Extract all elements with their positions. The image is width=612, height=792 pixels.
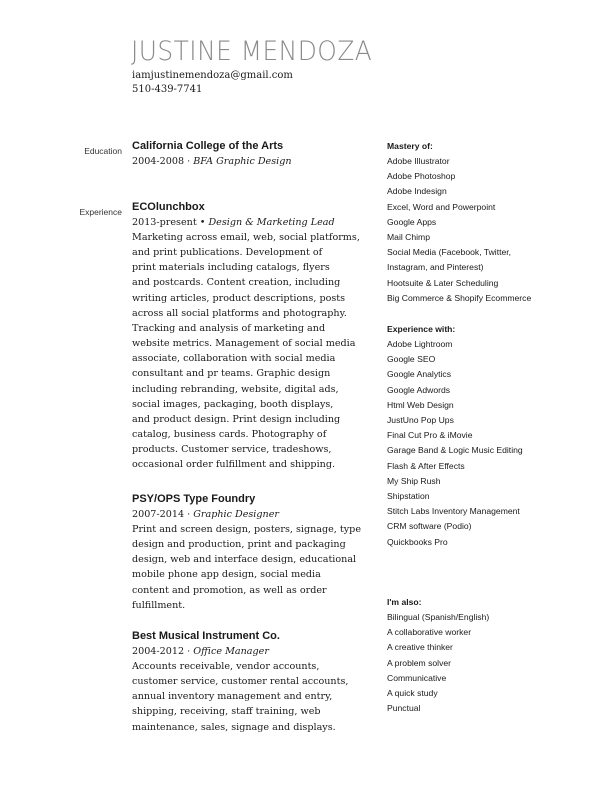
skill-item: Google Analytics <box>387 369 452 380</box>
skill-item: Adobe Indesign <box>387 186 447 197</box>
email[interactable]: iamjustinemendoza@gmail.com <box>132 70 293 81</box>
skill-item: Quickbooks Pro <box>387 536 448 547</box>
skill-item: Excel, Word and Powerpoint <box>387 201 496 212</box>
skill-item: Communicative <box>387 672 447 683</box>
contact-info <box>132 69 293 97</box>
dates: 2004-2008 <box>132 156 185 167</box>
skill-item: Google SEO <box>387 354 436 365</box>
description-line: design, web and interface design, educational <box>132 554 357 566</box>
skill-item: Html Web Design <box>387 399 454 410</box>
description-line: shipping, receiving, staff training, web <box>132 706 321 718</box>
skill-item: Adobe Photoshop <box>387 171 456 182</box>
description-line: customer service, customer rental accounts, <box>132 676 349 688</box>
skill-item: A collaborative worker <box>387 627 472 638</box>
description-line: maintenance, sales, signage and displays. <box>132 721 336 733</box>
phone: 510-439-7741 <box>132 84 203 95</box>
skill-item: Garage Band & Logic Music Editing <box>387 445 523 456</box>
description-line: annual inventory management and entry, <box>132 691 333 703</box>
description-line: and postcards. Content creation, including <box>132 277 341 289</box>
skill-item: Big Commerce & Shopify Ecommerce <box>387 292 532 303</box>
education-label: Education <box>84 146 122 156</box>
description-line: across all social platforms and photography. <box>132 307 347 319</box>
skill-item: Flash & After Effects <box>387 460 465 471</box>
description-line: fulfillment. <box>132 599 186 611</box>
skill-item: Adobe Illustrator <box>387 156 450 166</box>
job-dates <box>132 215 372 230</box>
candidate-name: JUSTINE MENDOZA <box>131 36 373 67</box>
job-entry <box>132 200 372 473</box>
skill-item: Punctual <box>387 703 421 714</box>
separator: • <box>196 217 209 228</box>
skill-group-heading: Mastery of: <box>387 141 433 151</box>
dates: 2013-present <box>132 217 197 228</box>
skill-item: Instagram, and Pinterest) <box>387 262 484 273</box>
company-name: Best Musical Instrument Co. <box>132 630 280 642</box>
skill-item: Shipstation <box>387 491 430 502</box>
dates: 2007-2014 <box>132 509 185 520</box>
education-dates <box>132 154 372 169</box>
separator: · <box>184 646 194 657</box>
description-line: design and production, print and packaging <box>132 539 346 551</box>
description-line: Marketing across email, web, social platforms, <box>132 232 360 243</box>
description-line: Tracking and analysis of marketing and <box>132 322 326 334</box>
description-line: website metrics. Management of social media <box>132 338 356 350</box>
job-entry <box>132 629 372 735</box>
job-title: Office Manager <box>193 646 269 657</box>
experience-label: Experience <box>79 207 122 217</box>
description-line: Accounts receivable, vendor accounts, <box>132 661 320 672</box>
description-line: print materials including catalogs, flyers <box>132 262 330 274</box>
skill-item: Mail Chimp <box>387 232 430 243</box>
skill-group-heading: I'm also: <box>387 597 422 607</box>
skill-item: Hootsuite & Later Scheduling <box>387 277 499 288</box>
job-dates <box>132 507 372 522</box>
skill-item: A problem solver <box>387 657 452 668</box>
skill-item: JustUno Pop Ups <box>387 415 454 426</box>
skill-item: My Ship Rush <box>387 475 441 486</box>
description-line: mobile phone app design, social media <box>132 569 321 581</box>
description-line: including rebranding, website, digital ads, <box>132 383 339 395</box>
skill-item: Stitch Labs Inventory Management <box>387 506 520 517</box>
company-name: ECOlunchbox <box>132 201 205 213</box>
description-line: Print and screen design, posters, signage, type <box>132 524 362 535</box>
skill-item: A creative thinker <box>387 642 453 653</box>
skill-item: Bilingual (Spanish/English) <box>387 612 490 622</box>
education-entry <box>132 139 372 169</box>
school-name: California College of the Arts <box>132 140 284 152</box>
description-line: content and promotion, as well as order <box>132 584 327 596</box>
skill-item: Adobe Lightroom <box>387 339 453 349</box>
description-line: associate, collaboration with social media <box>132 353 336 365</box>
skill-item: Final Cut Pro & iMovie <box>387 430 473 441</box>
skill-item: Google Adwords <box>387 384 451 395</box>
separator: · <box>184 509 194 520</box>
description-line: and product design. Print design including <box>132 413 341 425</box>
dates: 2004-2012 <box>132 646 185 657</box>
skill-group <box>387 139 531 306</box>
job-entry <box>132 492 372 613</box>
job-title: Graphic Designer <box>193 509 279 520</box>
job-title: Design & Marketing Lead <box>208 217 335 228</box>
skill-group <box>387 322 523 550</box>
description-line: writing articles, product descriptions, posts <box>132 292 346 304</box>
skill-item: Google Apps <box>387 216 437 227</box>
skill-group <box>387 595 489 716</box>
skill-group-heading: Experience with: <box>387 324 456 334</box>
description-line: social images, packaging, booth displays, <box>132 398 334 410</box>
description-line: products. Customer service, tradeshows, <box>132 444 332 456</box>
job-dates <box>132 644 372 659</box>
skill-item: Social Media (Facebook, Twitter, <box>387 247 512 258</box>
company-name: PSY/OPS Type Foundry <box>132 493 256 505</box>
skill-item: A quick study <box>387 688 438 699</box>
description-line: occasional order fulfillment and shipping. <box>132 459 336 471</box>
description-line: and print publications. Development of <box>132 247 323 259</box>
description-line: catalog, business cards. Photography of <box>132 429 327 441</box>
skill-item: CRM software (Podio) <box>387 521 472 532</box>
separator: · <box>184 156 194 167</box>
degree: BFA Graphic Design <box>193 156 292 167</box>
description-line: consultant and pr teams. Graphic design <box>132 368 331 380</box>
